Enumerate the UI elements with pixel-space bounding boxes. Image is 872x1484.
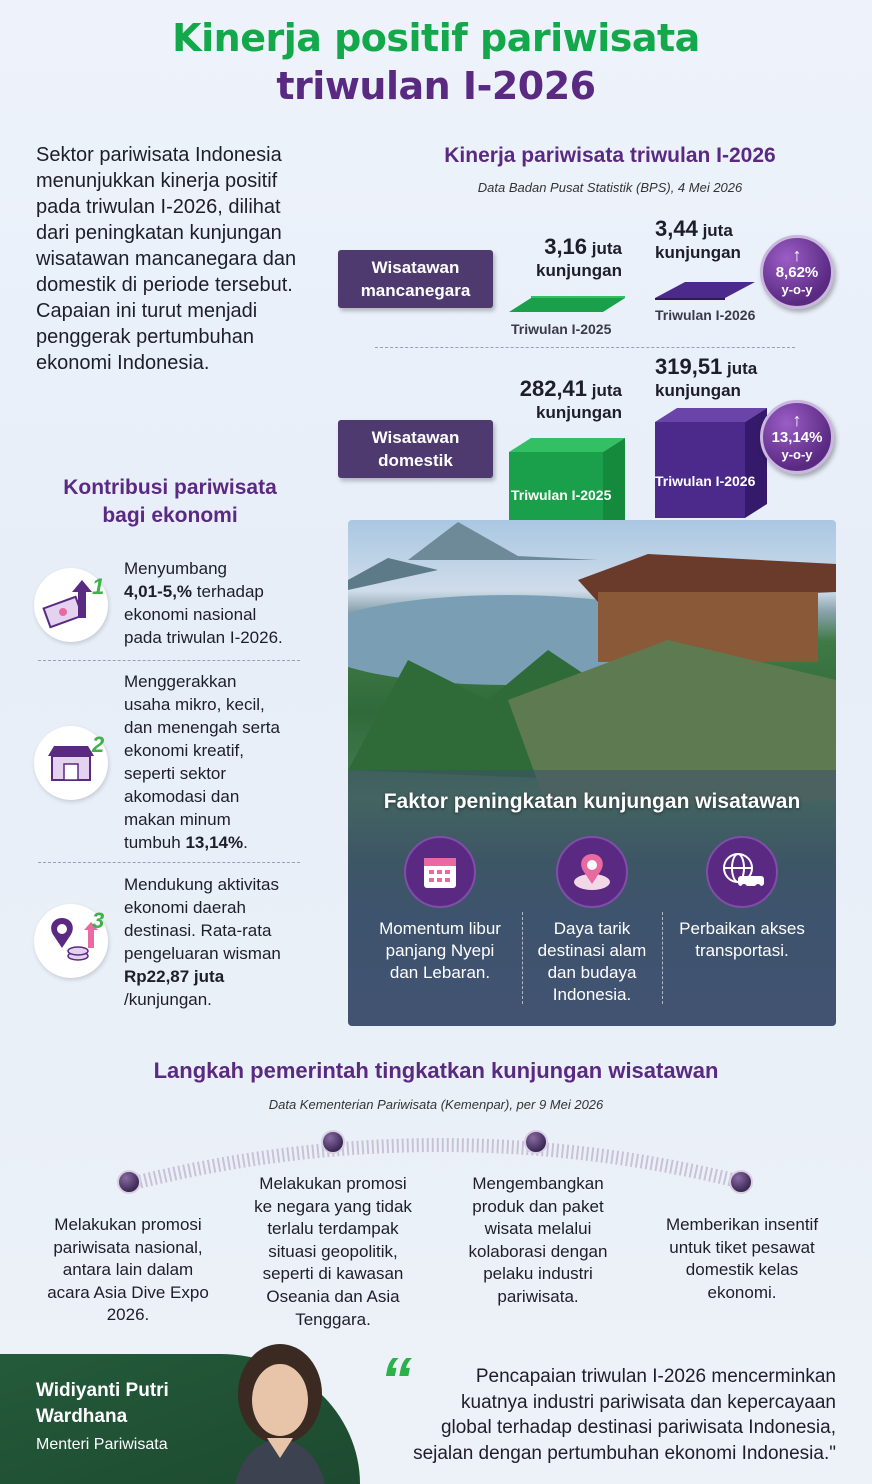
contribution-number-3: 3 — [92, 908, 105, 933]
step-text-4 — [642, 1214, 842, 1304]
factor-line: panjang Nyepi — [385, 941, 495, 960]
contribution-text-1 — [124, 557, 314, 649]
domestic-2026-unit: juta — [727, 359, 758, 378]
factor-line: Indonesia. — [552, 985, 632, 1004]
contribution-line: ekonomi nasional — [124, 605, 257, 624]
step-line: Melakukan promosi — [54, 1215, 202, 1234]
contribution-line: makan minum — [124, 810, 231, 829]
minister-role: Menteri Pariwisata — [36, 1436, 168, 1453]
foreign-growth-badge — [760, 235, 834, 309]
domestic-tourist-label — [338, 420, 493, 478]
contribution-line: akomodasi dan — [124, 787, 240, 806]
foreign-2025-bar — [509, 298, 625, 312]
domestic-2025-number: 282,41 — [519, 376, 588, 401]
step-line: seperti di kawasan — [262, 1264, 404, 1284]
contribution-highlight: 4,01-5,% — [124, 582, 193, 601]
contribution-line: 4,01-5,% terhadap — [124, 582, 264, 601]
contribution-line: Menggerakkan — [124, 672, 237, 691]
foreign-tourist-label — [338, 250, 493, 308]
domestic-label-line1: Wisatawan — [371, 428, 460, 447]
step-line: pariwisata nasional, — [53, 1237, 203, 1257]
quote-text — [384, 1364, 836, 1466]
steps-title: Langkah pemerintah tingkatkan kunjungan wisatawan — [153, 1058, 719, 1083]
step-dot-1 — [117, 1170, 141, 1194]
factor-text-1 — [360, 918, 520, 984]
step-line: Mengembangkan — [472, 1174, 604, 1193]
foreign-2025-period: Triwulan I-2025 — [511, 321, 612, 337]
contribution-line: pengeluaran wisman — [124, 944, 281, 963]
calendar-icon — [404, 836, 476, 908]
contribution-number-2: 2 — [92, 732, 105, 757]
step-line: situasi geopolitik, — [268, 1241, 398, 1261]
foreign-2026-unit2: kunjungan — [655, 243, 741, 262]
factor-line: transportasi. — [695, 941, 789, 960]
divider — [38, 660, 300, 661]
domestic-growth-badge — [760, 400, 834, 474]
page-title — [0, 14, 872, 110]
quote-mark-icon: “ — [380, 1344, 412, 1416]
minister-name-line1: Widiyanti Putri — [36, 1380, 169, 1401]
factor-line: dan budaya — [547, 963, 637, 982]
step-line: antara lain dalam — [62, 1260, 194, 1280]
step-line: acara Asia Dive Expo — [47, 1282, 209, 1302]
step-line: 2026. — [106, 1305, 150, 1325]
arrow-up-icon: ↑ — [792, 410, 802, 430]
step-text-3 — [438, 1173, 638, 1309]
contribution-highlight: Rp22,87 juta — [124, 967, 225, 986]
contribution-number-1: 1 — [92, 574, 105, 599]
page-title-line2: triwulan I-2026 — [276, 64, 596, 108]
foreign-growth-pct: 8,62% — [775, 264, 819, 281]
step-dot-2 — [321, 1130, 345, 1154]
factor-line: Momentum libur — [379, 919, 501, 938]
minister-name — [36, 1378, 169, 1430]
domestic-label-line2: domestik — [378, 451, 453, 470]
contribution-line: ekonomi daerah — [124, 898, 246, 917]
intro-paragraph: Sektor pariwisata Indonesia menunjukkan kinerja positif pada triwulan I-2026, dilihat dari peningkatan kunjungan wisatawan mancanegara dan domestik di periode tersebut. Capaian ini turut menjadi penggerak pertumbuhan ekonomi Indonesia. — [36, 144, 297, 374]
divider — [38, 862, 300, 863]
foreign-2026-bar-front — [655, 298, 725, 300]
foreign-2026-unit: juta — [702, 221, 733, 240]
domestic-2026-bar — [655, 422, 745, 518]
step-line: kolaborasi dengan — [468, 1241, 608, 1261]
contribution-text-3 — [124, 873, 314, 1011]
contribution-highlight: 13,14% — [185, 833, 244, 852]
domestic-2026-period: Triwulan I-2026 — [655, 473, 756, 489]
step-line: Oseania dan Asia — [266, 1286, 400, 1306]
contribution-line: tumbuh 13,14%. — [124, 833, 248, 852]
foreign-2025-unit: juta — [591, 239, 622, 258]
contribution-line: pada triwulan I-2026. — [124, 628, 283, 647]
contribution-line: destinasi. Rata-rata — [124, 921, 272, 940]
contribution-line: seperti sektor — [124, 764, 227, 783]
foreign-2025-value — [500, 236, 622, 282]
factors-title: Faktor peningkatan kunjungan wisatawan — [383, 790, 801, 813]
domestic-2026-unit2: kunjungan — [655, 381, 741, 400]
contribution-line: ekonomi kreatif, — [124, 741, 244, 760]
domestic-2026-value — [655, 356, 795, 402]
domestic-2025-period: Triwulan I-2025 — [511, 487, 612, 503]
mountain — [348, 558, 438, 590]
contribution-line: Mendukung aktivitas — [124, 875, 279, 894]
step-line: ke negara yang tidak — [254, 1196, 412, 1216]
page-title-line1: Kinerja positif pariwisata — [172, 16, 700, 60]
foreign-2025-bar-top — [531, 296, 625, 298]
factor-line: destinasi alam — [537, 941, 647, 960]
minister-name-line2: Wardhana — [36, 1406, 128, 1427]
step-line: Tenggara. — [295, 1309, 371, 1329]
minister-portrait — [205, 1334, 355, 1484]
step-line: produk dan paket — [472, 1196, 604, 1216]
quote-line: kuatnya industri pariwisata dan kepercayaan — [461, 1391, 836, 1413]
steps-source: Data Kementerian Pariwisata (Kemenpar), per 9 Mei 2026 — [268, 1097, 604, 1112]
foreign-growth-unit: y-o-y — [781, 282, 813, 297]
contribution-title — [20, 474, 320, 530]
mountain — [408, 522, 598, 560]
foreign-label-line2: mancanegara — [360, 281, 471, 300]
step-dot-3 — [524, 1130, 548, 1154]
step-text-2 — [233, 1173, 433, 1331]
factor-text-3 — [662, 918, 822, 962]
quote-line: sejalan dengan pertumbuhan ekonomi Indonesia." — [413, 1442, 836, 1464]
step-line: wisata melalui — [484, 1219, 592, 1239]
contribution-line: /kunjungan. — [124, 990, 212, 1009]
contribution-title-line1: Kontribusi pariwisata — [63, 476, 277, 499]
domestic-2026-number: 319,51 — [655, 354, 723, 379]
contribution-line: dan menengah serta — [124, 718, 280, 737]
domestic-growth-pct: 13,14% — [771, 429, 823, 446]
map-pin-icon — [556, 836, 628, 908]
performance-source: Data Badan Pusat Statistik (BPS), 4 Mei 2026 — [477, 180, 743, 195]
step-line: pelaku industri — [483, 1264, 593, 1284]
foreign-2025-unit2: kunjungan — [536, 261, 622, 280]
step-line: Memberikan insentif — [665, 1215, 819, 1234]
quote-line: Pencapaian triwulan I-2026 mencerminkan — [475, 1366, 836, 1387]
step-line: pariwisata. — [497, 1286, 579, 1306]
globe-car-icon — [706, 836, 778, 908]
step-line: untuk tiket pesawat — [669, 1237, 815, 1257]
step-text-1 — [28, 1214, 228, 1327]
domestic-2025-unit2: kunjungan — [536, 403, 622, 422]
step-line: domestik kelas — [685, 1260, 799, 1280]
domestic-growth-unit: y-o-y — [781, 447, 813, 462]
contribution-line — [124, 965, 314, 988]
factor-text-2 — [522, 918, 662, 1006]
quote-line: global terhadap destinasi pariwisata Indonesia, — [440, 1417, 836, 1438]
contribution-title-line2: bagi ekonomi — [102, 504, 238, 527]
foreign-label-line1: Wisatawan — [371, 258, 460, 277]
contribution-line: usaha mikro, kecil, — [124, 695, 265, 714]
step-line: terlalu terdampak — [267, 1219, 399, 1239]
foreign-2026-bar — [655, 282, 755, 298]
step-line: Melakukan promosi — [259, 1174, 407, 1193]
performance-title: Kinerja pariwisata triwulan I-2026 — [444, 144, 776, 167]
domestic-2025-unit: juta — [591, 381, 622, 400]
foreign-2026-period: Triwulan I-2026 — [655, 307, 756, 323]
factor-line: Perbaikan akses — [679, 919, 805, 938]
factor-line: Daya tarik — [553, 919, 631, 938]
contribution-text-2 — [124, 670, 314, 854]
arrow-up-icon: ↑ — [792, 245, 802, 265]
factor-line: dan Lebaran. — [389, 963, 491, 982]
foreign-2026-number: 3,44 — [655, 216, 698, 241]
contribution-line: Menyumbang — [124, 559, 228, 578]
divider — [375, 347, 795, 348]
foreign-2025-number: 3,16 — [544, 234, 588, 259]
step-line: ekonomi. — [707, 1282, 777, 1302]
step-dot-4 — [729, 1170, 753, 1194]
